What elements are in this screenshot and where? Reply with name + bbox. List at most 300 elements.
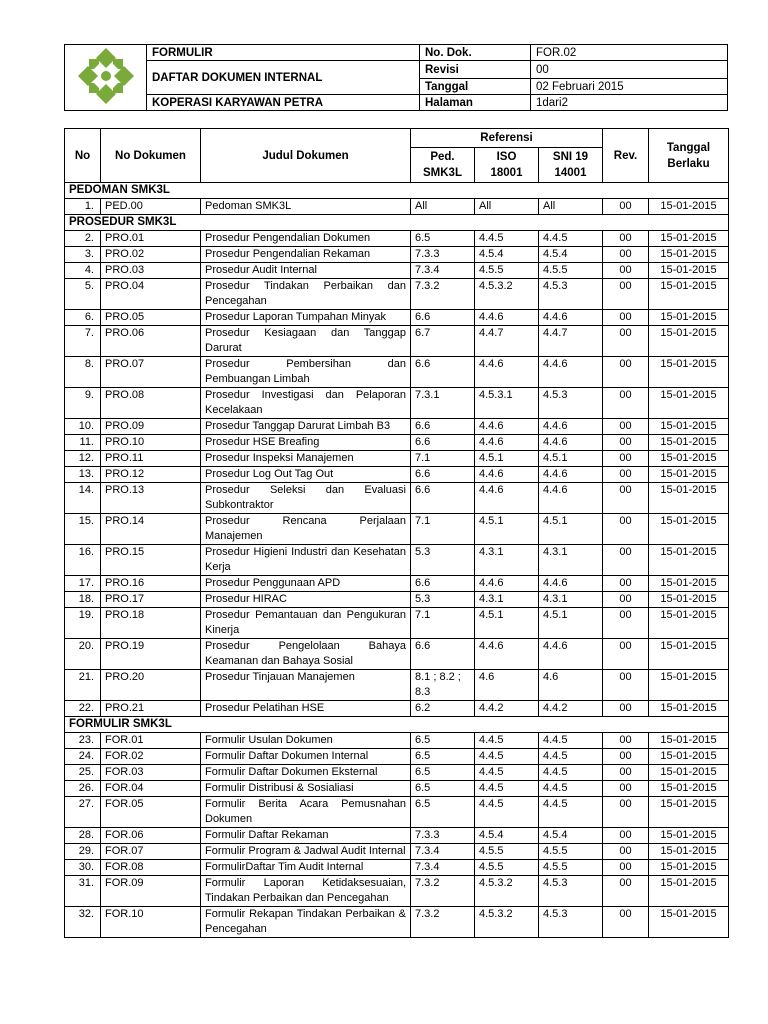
table-row (65, 749, 729, 765)
table-row (65, 310, 729, 326)
row-rev: 00 (603, 797, 649, 828)
row-judul: Prosedur Pembersihan dan Pembuangan Limbah (201, 357, 411, 388)
row-no: 8. (65, 357, 101, 388)
col-header-referensi: Referensi (411, 129, 603, 148)
row-sni: 4.4.6 (539, 639, 603, 670)
row-kode: PRO.05 (101, 310, 201, 326)
col-header-no: No (65, 129, 101, 183)
table-row (65, 765, 729, 781)
row-kode: FOR.03 (101, 765, 201, 781)
table-row (65, 467, 729, 483)
col-header-no-dokumen: No Dokumen (101, 129, 201, 183)
table-row (65, 357, 729, 388)
row-rev: 00 (603, 639, 649, 670)
row-iso: 4.5.1 (475, 451, 539, 467)
row-rev: 00 (603, 467, 649, 483)
row-tanggal: 15-01-2015 (649, 592, 729, 608)
row-ped: 7.3.4 (411, 844, 475, 860)
row-judul: Prosedur Pengendalian Dokumen (201, 231, 411, 247)
row-ped: 6.5 (411, 765, 475, 781)
row-sni: 4.4.6 (539, 483, 603, 514)
row-no: 14. (65, 483, 101, 514)
row-judul: Formulir Laporan Ketidaksesuaian, Tindakan Perbaikan dan Pencegahan (201, 876, 411, 907)
row-kode: PRO.04 (101, 279, 201, 310)
row-judul: Prosedur Rencana Perjalaan Manajemen (201, 514, 411, 545)
row-rev: 00 (603, 765, 649, 781)
row-kode: PRO.20 (101, 670, 201, 701)
row-sni: 4.4.6 (539, 576, 603, 592)
row-rev: 00 (603, 733, 649, 749)
document-header (64, 44, 728, 111)
col-header-sni (539, 148, 603, 183)
row-tanggal: 15-01-2015 (649, 231, 729, 247)
row-no: 27. (65, 797, 101, 828)
row-no: 9. (65, 388, 101, 419)
section-header-row (65, 717, 729, 733)
row-sni: 4.5.3 (539, 907, 603, 938)
row-rev: 00 (603, 592, 649, 608)
row-judul: Formulir Program & Jadwal Audit Internal (201, 844, 411, 860)
row-kode: PRO.06 (101, 326, 201, 357)
row-kode: PRO.03 (101, 263, 201, 279)
row-sni: 4.4.5 (539, 231, 603, 247)
row-ped: 6.5 (411, 749, 475, 765)
row-ped: 6.6 (411, 483, 475, 514)
row-judul: Pedoman SMK3L (201, 199, 411, 215)
halaman-label: Halaman (420, 95, 531, 111)
row-tanggal: 15-01-2015 (649, 326, 729, 357)
row-ped: 6.6 (411, 467, 475, 483)
no-dok-label: No. Dok. (420, 45, 531, 61)
row-no: 1. (65, 199, 101, 215)
row-tanggal: 15-01-2015 (649, 828, 729, 844)
row-sni: 4.4.5 (539, 765, 603, 781)
row-iso: 4.4.2 (475, 701, 539, 717)
row-no: 11. (65, 435, 101, 451)
table-row (65, 247, 729, 263)
row-judul: Prosedur Pelatihan HSE (201, 701, 411, 717)
table-body (65, 183, 729, 938)
row-rev: 00 (603, 310, 649, 326)
row-iso: 4.5.1 (475, 608, 539, 639)
row-iso: 4.4.7 (475, 326, 539, 357)
table-row (65, 231, 729, 247)
row-kode: PRO.02 (101, 247, 201, 263)
row-iso: 4.5.3.2 (475, 279, 539, 310)
row-tanggal: 15-01-2015 (649, 357, 729, 388)
row-sni: 4.4.6 (539, 467, 603, 483)
table-row (65, 483, 729, 514)
row-rev: 00 (603, 231, 649, 247)
row-ped: 7.3.2 (411, 876, 475, 907)
row-ped: 6.5 (411, 781, 475, 797)
row-sni: 4.4.7 (539, 326, 603, 357)
row-tanggal: 15-01-2015 (649, 797, 729, 828)
row-kode: FOR.10 (101, 907, 201, 938)
row-sni: 4.5.1 (539, 451, 603, 467)
row-tanggal: 15-01-2015 (649, 749, 729, 765)
row-kode: PED.00 (101, 199, 201, 215)
table-row (65, 844, 729, 860)
row-rev: 00 (603, 670, 649, 701)
row-judul: Formulir Daftar Dokumen Internal (201, 749, 411, 765)
row-ped: 6.5 (411, 797, 475, 828)
row-kode: FOR.08 (101, 860, 201, 876)
row-sni: 4.6 (539, 670, 603, 701)
row-kode: FOR.01 (101, 733, 201, 749)
tanggal-label: Tanggal (420, 79, 531, 95)
company-name: KOPERASI KARYAWAN PETRA (147, 95, 420, 111)
row-iso: 4.4.6 (475, 639, 539, 670)
row-tanggal: 15-01-2015 (649, 419, 729, 435)
col-header-rev: Rev. (603, 129, 649, 183)
row-judul: Prosedur Laporan Tumpahan Minyak (201, 310, 411, 326)
table-row (65, 733, 729, 749)
row-sni: 4.3.1 (539, 592, 603, 608)
row-judul: Formulir Distribusi & Sosialiasi (201, 781, 411, 797)
row-sni: 4.5.3 (539, 388, 603, 419)
table-row (65, 781, 729, 797)
row-rev: 00 (603, 357, 649, 388)
row-kode: FOR.07 (101, 844, 201, 860)
document-list-table (64, 128, 729, 938)
row-kode: PRO.21 (101, 701, 201, 717)
row-rev: 00 (603, 876, 649, 907)
row-kode: FOR.04 (101, 781, 201, 797)
row-rev: 00 (603, 435, 649, 451)
row-kode: PRO.10 (101, 435, 201, 451)
row-judul: Prosedur Kesiagaan dan Tanggap Darurat (201, 326, 411, 357)
row-no: 23. (65, 733, 101, 749)
row-rev: 00 (603, 514, 649, 545)
row-tanggal: 15-01-2015 (649, 451, 729, 467)
row-kode: PRO.16 (101, 576, 201, 592)
row-judul: Prosedur Audit Internal (201, 263, 411, 279)
logo-cell (65, 45, 147, 111)
row-iso: 4.5.5 (475, 263, 539, 279)
table-row (65, 263, 729, 279)
row-judul: Prosedur HIRAC (201, 592, 411, 608)
col-header-tanggal (649, 129, 729, 183)
row-kode: PRO.01 (101, 231, 201, 247)
table-row (65, 639, 729, 670)
row-judul: FormulirDaftar Tim Audit Internal (201, 860, 411, 876)
row-no: 32. (65, 907, 101, 938)
row-ped: 7.3.3 (411, 828, 475, 844)
row-kode: PRO.09 (101, 419, 201, 435)
row-sni: 4.5.5 (539, 844, 603, 860)
row-iso: 4.4.5 (475, 797, 539, 828)
row-ped: 6.6 (411, 310, 475, 326)
table-row (65, 797, 729, 828)
row-iso: 4.4.6 (475, 467, 539, 483)
row-no: 15. (65, 514, 101, 545)
row-sni: 4.4.6 (539, 357, 603, 388)
table-row (65, 451, 729, 467)
row-iso: 4.4.6 (475, 576, 539, 592)
row-rev: 00 (603, 279, 649, 310)
row-kode: FOR.06 (101, 828, 201, 844)
row-sni: 4.5.1 (539, 514, 603, 545)
row-sni: 4.4.6 (539, 310, 603, 326)
table-row (65, 576, 729, 592)
row-iso: 4.3.1 (475, 592, 539, 608)
table-row (65, 860, 729, 876)
row-iso: 4.5.4 (475, 247, 539, 263)
row-ped: 6.2 (411, 701, 475, 717)
section-title: PEDOMAN SMK3L (65, 183, 729, 199)
row-kode: PRO.12 (101, 467, 201, 483)
row-kode: FOR.05 (101, 797, 201, 828)
company-logo-icon (75, 45, 137, 107)
row-ped: 6.5 (411, 231, 475, 247)
row-no: 26. (65, 781, 101, 797)
row-iso: 4.4.6 (475, 357, 539, 388)
row-no: 25. (65, 765, 101, 781)
row-no: 12. (65, 451, 101, 467)
table-row (65, 701, 729, 717)
row-judul: Prosedur Tinjauan Manajemen (201, 670, 411, 701)
row-no: 19. (65, 608, 101, 639)
row-judul: Prosedur Inspeksi Manajemen (201, 451, 411, 467)
row-judul: Prosedur Tindakan Perbaikan dan Pencegahan (201, 279, 411, 310)
row-judul: Prosedur Tanggap Darurat Limbah B3 (201, 419, 411, 435)
row-kode: PRO.17 (101, 592, 201, 608)
row-judul: Formulir Daftar Rekaman (201, 828, 411, 844)
row-ped: 7.3.4 (411, 860, 475, 876)
row-ped: 6.6 (411, 357, 475, 388)
row-sni: 4.4.6 (539, 419, 603, 435)
row-kode: PRO.19 (101, 639, 201, 670)
row-sni: 4.5.3 (539, 279, 603, 310)
row-ped: 7.3.2 (411, 907, 475, 938)
revisi-label: Revisi (420, 61, 531, 79)
row-judul: Formulir Berita Acara Pemusnahan Dokumen (201, 797, 411, 828)
row-tanggal: 15-01-2015 (649, 733, 729, 749)
row-ped: 7.3.4 (411, 263, 475, 279)
row-sni: 4.5.1 (539, 608, 603, 639)
row-judul: Prosedur Investigasi dan Pelaporan Kecelakaan (201, 388, 411, 419)
row-judul: Prosedur Pemantauan dan Pengukuran Kinerja (201, 608, 411, 639)
table-row (65, 279, 729, 310)
row-judul: Prosedur Higieni Industri dan Kesehatan Kerja (201, 545, 411, 576)
doc-title: DAFTAR DOKUMEN INTERNAL (147, 61, 420, 95)
row-iso: 4.5.1 (475, 514, 539, 545)
row-iso: 4.5.5 (475, 860, 539, 876)
row-tanggal: 15-01-2015 (649, 701, 729, 717)
row-rev: 00 (603, 247, 649, 263)
row-tanggal: 15-01-2015 (649, 247, 729, 263)
row-no: 18. (65, 592, 101, 608)
row-iso: 4.5.4 (475, 828, 539, 844)
row-tanggal: 15-01-2015 (649, 639, 729, 670)
table-row (65, 545, 729, 576)
col-header-judul: Judul Dokumen (201, 129, 411, 183)
section-title: PROSEDUR SMK3L (65, 215, 729, 231)
row-iso: 4.6 (475, 670, 539, 701)
row-rev: 00 (603, 326, 649, 357)
row-iso: 4.4.5 (475, 733, 539, 749)
row-sni: 4.5.3 (539, 876, 603, 907)
table-row (65, 199, 729, 215)
form-label: FORMULIR (147, 45, 420, 61)
row-iso: 4.4.6 (475, 483, 539, 514)
row-no: 10. (65, 419, 101, 435)
row-tanggal: 15-01-2015 (649, 765, 729, 781)
row-no: 28. (65, 828, 101, 844)
row-iso: 4.5.3.2 (475, 907, 539, 938)
row-ped: 6.5 (411, 733, 475, 749)
row-sni: 4.4.5 (539, 749, 603, 765)
row-ped: 7.3.1 (411, 388, 475, 419)
table-row (65, 608, 729, 639)
row-tanggal: 15-01-2015 (649, 844, 729, 860)
row-judul: Formulir Rekapan Tindakan Perbaikan & Pencegahan (201, 907, 411, 938)
row-iso: All (475, 199, 539, 215)
row-tanggal: 15-01-2015 (649, 467, 729, 483)
row-no: 3. (65, 247, 101, 263)
row-iso: 4.5.3.1 (475, 388, 539, 419)
row-no: 30. (65, 860, 101, 876)
row-tanggal: 15-01-2015 (649, 860, 729, 876)
row-judul: Formulir Daftar Dokumen Eksternal (201, 765, 411, 781)
row-sni: 4.4.6 (539, 435, 603, 451)
row-iso: 4.5.5 (475, 844, 539, 860)
table-row (65, 670, 729, 701)
row-rev: 00 (603, 781, 649, 797)
row-tanggal: 15-01-2015 (649, 608, 729, 639)
row-tanggal: 15-01-2015 (649, 263, 729, 279)
row-tanggal: 15-01-2015 (649, 199, 729, 215)
row-sni: 4.5.4 (539, 247, 603, 263)
col-header-iso (475, 148, 539, 183)
row-tanggal: 15-01-2015 (649, 435, 729, 451)
row-sni: 4.4.5 (539, 733, 603, 749)
halaman-value: 1dari2 (531, 95, 728, 111)
row-sni: 4.3.1 (539, 545, 603, 576)
row-no: 17. (65, 576, 101, 592)
no-dok-value: FOR.02 (531, 45, 728, 61)
row-kode: PRO.15 (101, 545, 201, 576)
revisi-value: 00 (531, 61, 728, 79)
col-header-tanggal-line1: Tanggal (666, 141, 711, 154)
row-kode: PRO.11 (101, 451, 201, 467)
row-no: 24. (65, 749, 101, 765)
row-kode: PRO.13 (101, 483, 201, 514)
row-rev: 00 (603, 388, 649, 419)
row-sni: 4.4.5 (539, 797, 603, 828)
row-rev: 00 (603, 451, 649, 467)
row-tanggal: 15-01-2015 (649, 576, 729, 592)
row-tanggal: 15-01-2015 (649, 670, 729, 701)
row-judul: Formulir Usulan Dokumen (201, 733, 411, 749)
row-sni: All (539, 199, 603, 215)
row-judul: Prosedur Pengendalian Rekaman (201, 247, 411, 263)
row-rev: 00 (603, 844, 649, 860)
row-no: 6. (65, 310, 101, 326)
row-tanggal: 15-01-2015 (649, 483, 729, 514)
col-header-iso-line2: 18001 (490, 167, 523, 179)
row-tanggal: 15-01-2015 (649, 876, 729, 907)
row-ped: 6.6 (411, 576, 475, 592)
row-judul: Prosedur Pengelolaan Bahaya Keamanan dan Bahaya Sosial (201, 639, 411, 670)
table-row (65, 326, 729, 357)
row-tanggal: 15-01-2015 (649, 907, 729, 938)
row-rev: 00 (603, 907, 649, 938)
row-iso: 4.3.1 (475, 545, 539, 576)
row-iso: 4.4.5 (475, 231, 539, 247)
row-no: 31. (65, 876, 101, 907)
row-sni: 4.4.2 (539, 701, 603, 717)
row-iso: 4.5.3.2 (475, 876, 539, 907)
row-tanggal: 15-01-2015 (649, 545, 729, 576)
row-iso: 4.4.6 (475, 435, 539, 451)
table-row (65, 435, 729, 451)
tanggal-value: 02 Februari 2015 (531, 79, 728, 95)
row-judul: Prosedur Log Out Tag Out (201, 467, 411, 483)
table-row (65, 388, 729, 419)
table-row (65, 907, 729, 938)
row-rev: 00 (603, 263, 649, 279)
row-sni: 4.5.5 (539, 860, 603, 876)
section-header-row (65, 183, 729, 199)
col-header-sni-line2: 14001 (554, 167, 587, 179)
row-sni: 4.5.5 (539, 263, 603, 279)
row-ped: 6.7 (411, 326, 475, 357)
row-sni: 4.5.4 (539, 828, 603, 844)
row-tanggal: 15-01-2015 (649, 781, 729, 797)
row-kode: FOR.09 (101, 876, 201, 907)
row-ped: 7.1 (411, 451, 475, 467)
row-iso: 4.4.5 (475, 765, 539, 781)
row-no: 21. (65, 670, 101, 701)
row-rev: 00 (603, 701, 649, 717)
row-iso: 4.4.6 (475, 310, 539, 326)
row-rev: 00 (603, 199, 649, 215)
table-row (65, 419, 729, 435)
row-no: 29. (65, 844, 101, 860)
row-no: 13. (65, 467, 101, 483)
row-judul: Prosedur Seleksi dan Evaluasi Subkontraktor (201, 483, 411, 514)
row-no: 16. (65, 545, 101, 576)
table-row (65, 828, 729, 844)
row-rev: 00 (603, 608, 649, 639)
row-ped: 8.1 ; 8.2 ; 8.3 (411, 670, 475, 701)
row-iso: 4.4.5 (475, 781, 539, 797)
row-kode: FOR.02 (101, 749, 201, 765)
table-row (65, 876, 729, 907)
row-tanggal: 15-01-2015 (649, 310, 729, 326)
row-tanggal: 15-01-2015 (649, 388, 729, 419)
row-kode: PRO.18 (101, 608, 201, 639)
col-header-iso-line1: ISO (496, 151, 517, 163)
row-kode: PRO.08 (101, 388, 201, 419)
row-kode: PRO.14 (101, 514, 201, 545)
row-ped: 6.6 (411, 419, 475, 435)
col-header-tanggal-line2: Berlaku (667, 157, 710, 170)
row-rev: 00 (603, 545, 649, 576)
row-ped: 7.1 (411, 514, 475, 545)
row-no: 5. (65, 279, 101, 310)
row-sni: 4.4.5 (539, 781, 603, 797)
row-no: 2. (65, 231, 101, 247)
row-rev: 00 (603, 749, 649, 765)
row-ped: 6.6 (411, 639, 475, 670)
row-kode: PRO.07 (101, 357, 201, 388)
col-header-ped-line2: SMK3L (423, 167, 462, 179)
section-title: FORMULIR SMK3L (65, 717, 729, 733)
row-no: 22. (65, 701, 101, 717)
